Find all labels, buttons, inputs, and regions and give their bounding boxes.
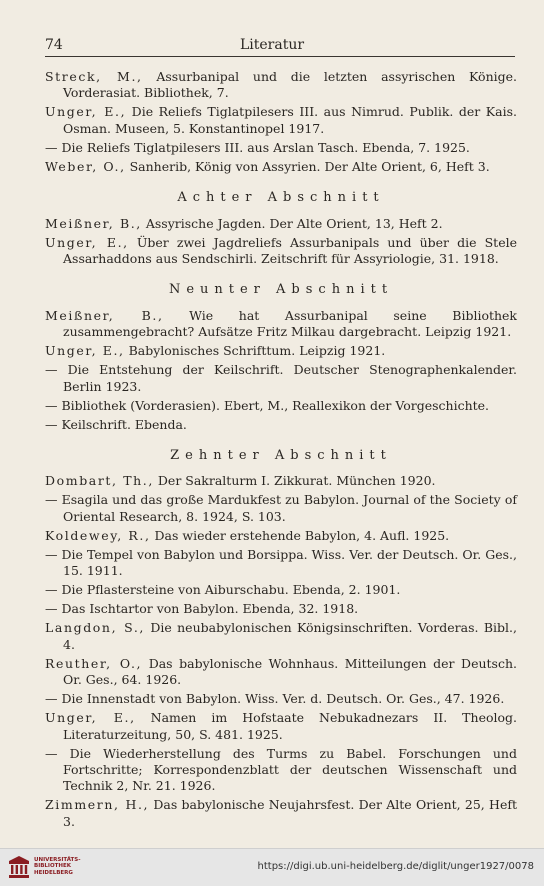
page-number: 74 xyxy=(45,37,63,53)
bibliography-entry xyxy=(45,528,517,544)
entry-author: Meißner, B., xyxy=(45,215,142,231)
entry-author: Unger, E., xyxy=(45,234,129,250)
logo-line: HEIDELBERG xyxy=(34,869,73,876)
entry-author: Streck, M., xyxy=(45,69,143,84)
bibliography-content xyxy=(45,69,517,833)
logo-line: BIBLIOTHEK xyxy=(34,863,72,870)
bibliography-entry xyxy=(45,235,517,268)
entry-text: Die Tempel von Babylon und Borsippa. Wiss. Ver. der Deutsch. Or. Ges., 15. 1911. xyxy=(57,546,517,579)
entry-text: Die Reliefs Tiglatpilesers III. aus Arslan Tasch. Ebenda, 7. 1925. xyxy=(57,139,470,155)
ditto-dash: — xyxy=(45,362,58,378)
entry-text: Assurbanipal und die letzten assyrischen Könige. Vorderasiat. Bibliothek, 7. xyxy=(63,69,517,101)
bibliography-entry xyxy=(45,362,517,395)
bibliography-entry xyxy=(45,797,517,830)
bibliography-entry xyxy=(45,547,517,580)
entry-text: Esagila und das große Mardukfest zu Babylon. Journal of the Society of Oriental Research, 8. 1924, S. 103. xyxy=(57,492,517,524)
entry-text: Die Wiederherstellung des Turms zu Babel. Forschungen und Fortschritte; Korrespondenzblatt der deutschen Wissenschaft und Technik 2, Nr. 21. 1926. xyxy=(57,745,517,794)
entry-text: Die Reliefs Tiglatpilesers III. aus Nimrud. Publik. der Kais. Osman. Museen, 5. Konstantinopel 1917. xyxy=(63,104,517,136)
entry-text: Sanherib, König von Assyrien. Der Alte Orient, 6, Heft 3. xyxy=(125,158,490,174)
university-library-logo-icon xyxy=(8,855,30,879)
ditto-dash: — xyxy=(45,601,58,617)
ditto-dash: — xyxy=(45,582,58,598)
bibliography-entry xyxy=(45,710,517,743)
entry-text: Die Innenstadt von Babylon. Wiss. Ver. d. Deutsch. Or. Ges., 47. 1926. xyxy=(57,691,505,707)
entry-text: Das babylonische Wohnhaus. Mitteilungen der Deutsch. Or. Ges., 64. 1926. xyxy=(63,655,517,688)
section-heading: Neunter Abschnitt xyxy=(168,282,394,298)
entry-text: Keilschrift. Ebenda. xyxy=(57,416,187,432)
entry-author: Reuther, O., xyxy=(45,655,143,671)
bibliography-entry xyxy=(45,417,517,433)
ditto-dash: — xyxy=(45,139,58,155)
source-url[interactable]: https://digi.ub.uni-heidelberg.de/diglit/unger1927/0078 xyxy=(257,861,534,872)
entry-text: Die Entstehung der Keilschrift. Deutscher Stenographenkalender. Berlin 1923. xyxy=(57,362,517,394)
entry-author: Zimmern, H., xyxy=(45,797,150,813)
entry-text: Das Ischtartor von Babylon. Ebenda, 32. 1918. xyxy=(57,601,359,617)
entry-author: Langdon, S., xyxy=(45,620,145,636)
entry-author: Dombart, Th., xyxy=(45,473,154,489)
entry-text: Die Pflastersteine von Aiburschabu. Ebenda, 2. 1901. xyxy=(57,582,401,598)
bibliography-entry xyxy=(45,343,517,359)
entry-author: Koldewey, R., xyxy=(45,527,151,543)
bibliography-entry xyxy=(45,398,517,414)
entry-author: Unger, E., xyxy=(45,104,127,120)
ditto-dash: — xyxy=(45,745,58,761)
section-heading: Achter Abschnitt xyxy=(177,190,385,206)
bibliography-entry xyxy=(45,656,517,689)
ditto-dash: — xyxy=(45,546,58,562)
logo-text xyxy=(34,857,81,876)
bibliography-entry xyxy=(45,216,517,232)
ditto-dash: — xyxy=(45,691,58,707)
bibliography-entry xyxy=(45,473,517,489)
ditto-dash: — xyxy=(45,416,58,432)
entry-text: Bibliothek (Vorderasien). Ebert, M., Reallexikon der Vorgeschichte. xyxy=(57,397,490,413)
bibliography-entry xyxy=(45,140,517,156)
bibliography-entry xyxy=(45,601,517,617)
bibliography-entry xyxy=(45,104,517,137)
entry-text: Der Sakralturm I. Zikkurat. München 1920. xyxy=(153,473,436,489)
viewer-footer xyxy=(0,848,544,886)
bibliography-entry xyxy=(45,308,517,341)
running-title: Literatur xyxy=(239,37,305,53)
bibliography-entry xyxy=(45,620,517,653)
entry-text: Babylonisches Schrifttum. Leipzig 1921. xyxy=(124,343,386,359)
entry-author: Weber, O., xyxy=(45,158,126,174)
header-rule xyxy=(45,56,515,57)
bibliography-entry xyxy=(45,582,517,598)
section-heading: Zehnter Abschnitt xyxy=(170,448,392,464)
bibliography-entry xyxy=(45,69,517,102)
entry-text: Über zwei Jagdreliefs Assurbanipals und über die Stele Assarhaddons aus Sendschirli. Zeitschrift für Assyriologie, 31. 1918. xyxy=(63,234,517,267)
entry-author: Unger, E., xyxy=(45,343,125,359)
entry-author: Unger, E., xyxy=(45,710,136,726)
logo-line: UNIVERSITÄTS- xyxy=(34,857,81,863)
entry-text: Assyrische Jagden. Der Alte Orient, 13, Heft 2. xyxy=(141,215,443,231)
bibliography-entry xyxy=(45,159,517,175)
entry-text: Wie hat Assurbanipal seine Bibliothek zusammengebracht? Aufsätze Fritz Milkau dargebracht. Leipzig 1921. xyxy=(63,307,518,340)
entry-text: Das babylonische Neujahrsfest. Der Alte Orient, 25, Heft 3. xyxy=(63,797,517,829)
ditto-dash: — xyxy=(45,397,58,413)
bibliography-entry xyxy=(45,691,517,707)
entry-author: Meißner, B., xyxy=(45,307,164,323)
entry-text: Das wieder erstehende Babylon, 4. Aufl. 1925. xyxy=(150,527,450,543)
entry-text: Namen im Hofstaate Nebukadnezars II. Theolog. Literaturzeitung, 50, S. 481. 1925. xyxy=(63,710,517,742)
entry-text: Die neubabylonischen Königsinschriften. Vorderas. Bibl., 4. xyxy=(63,620,517,652)
ditto-dash: — xyxy=(45,492,58,508)
bibliography-entry xyxy=(45,492,517,525)
bibliography-entry xyxy=(45,746,517,795)
